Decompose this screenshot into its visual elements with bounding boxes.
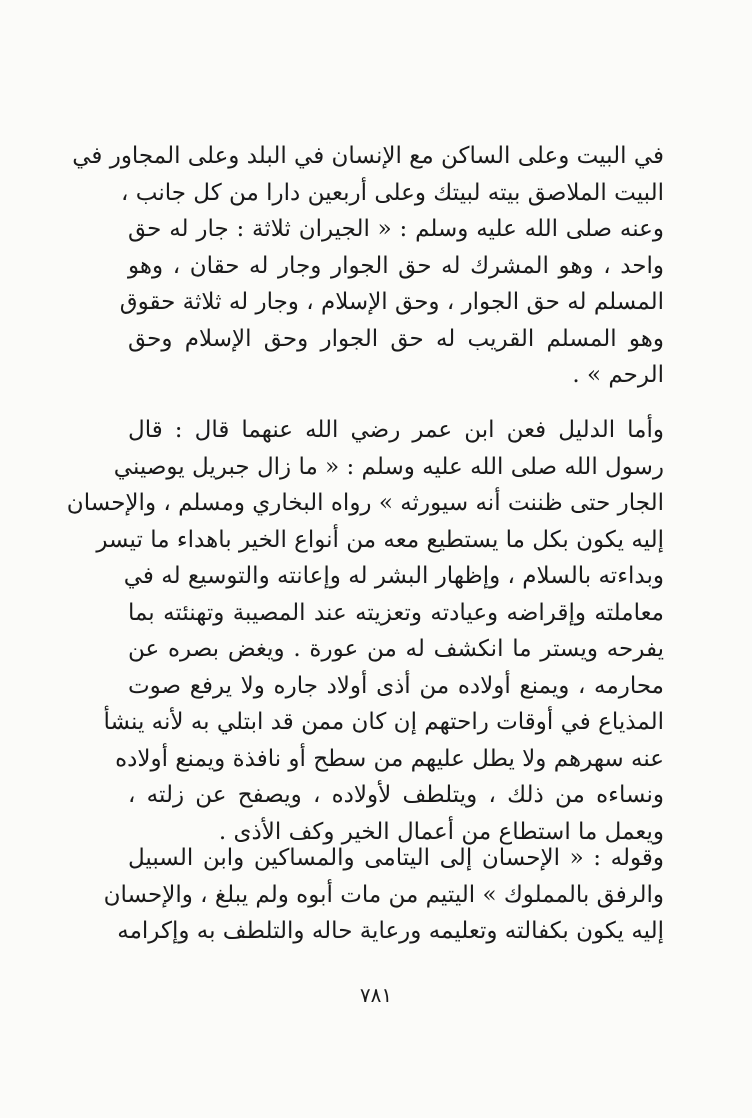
text-line: يفرحه ويستر ما انكشف له من عورة . ويغض بصره عن	[128, 636, 664, 662]
page-number: ٧٨١	[359, 983, 393, 1007]
text-line: وأما الدليل فعن ابن عمر رضي الله عنهما قال : قال	[128, 417, 664, 443]
text-line: عنه سهرهم ولا يطل عليهم من سطح أو نافذة ويمنع أولاده	[115, 745, 664, 772]
text-line: رسول الله صلى الله عليه وسلم : « ما زال جبريل يوصيني	[113, 453, 664, 480]
paragraph-2	[66, 412, 664, 850]
paragraph-1	[72, 138, 664, 394]
text-line: والرفق بالمملوك » اليتيم من مات أبوه ولم يبلغ ، والإحسان	[103, 881, 664, 908]
text-line: البيت الملاصق بيته لبيتك وعلى أربعين دارا من كل جانب ،	[121, 179, 664, 206]
text-line: وهو المسلم القريب له حق الجوار وحق الإسلام وحق	[128, 325, 664, 352]
text-line: واحد ، وهو المشرك له حق الجوار وجار له حقان ، وهو	[128, 252, 664, 279]
text-line: إليه يكون بكفالته وتعليمه ورعاية حاله والتلطف به وإكرامه	[117, 918, 664, 944]
text-line: الرحم » .	[572, 362, 664, 388]
text-line: ونساءه من ذلك ، ويتلطف لأولاده ، ويصفح عن زلته ،	[128, 782, 664, 808]
text-line: وبداءته بالسلام ، وإظهار البشر له وإعانته والتوسيع له في	[123, 563, 664, 589]
paragraph-3	[103, 840, 664, 950]
text-line: الجار حتى ظننت أنه سيورثه » رواه البخاري ومسلم ، والإحسان	[66, 490, 664, 516]
text-line: إليه يكون بكل ما يستطيع معه من أنواع الخير باهداء ما تيسر	[96, 526, 664, 553]
text-line: وقوله : « الإحسان إلى اليتامى والمساكين وابن السبيل	[128, 845, 664, 871]
text-line: المذياع في أوقات راحتهم إن كان ممن قد ابتلي به لأنه ينشأ	[103, 709, 664, 735]
text-line: المسلم له حق الجوار ، وحق الإسلام ، وجار له ثلاثة حقوق	[119, 289, 664, 315]
text-line: معاملته وإقراضه وعيادته وتعزيته عند المصيبة وتهنئته بما	[128, 599, 664, 626]
text-line: في البيت وعلى الساكن مع الإنسان في البلد وعلى المجاور في	[72, 143, 664, 169]
text-line: ويعمل ما استطاع من أعمال الخير وكف الأذى .	[218, 818, 664, 845]
text-line: محارمه ، ويمنع أولاده من أذى أولاد جاره ولا يرفع صوت	[128, 672, 664, 699]
text-line: وعنه صلى الله عليه وسلم : « الجيران ثلاثة : جار له حق	[128, 216, 664, 242]
